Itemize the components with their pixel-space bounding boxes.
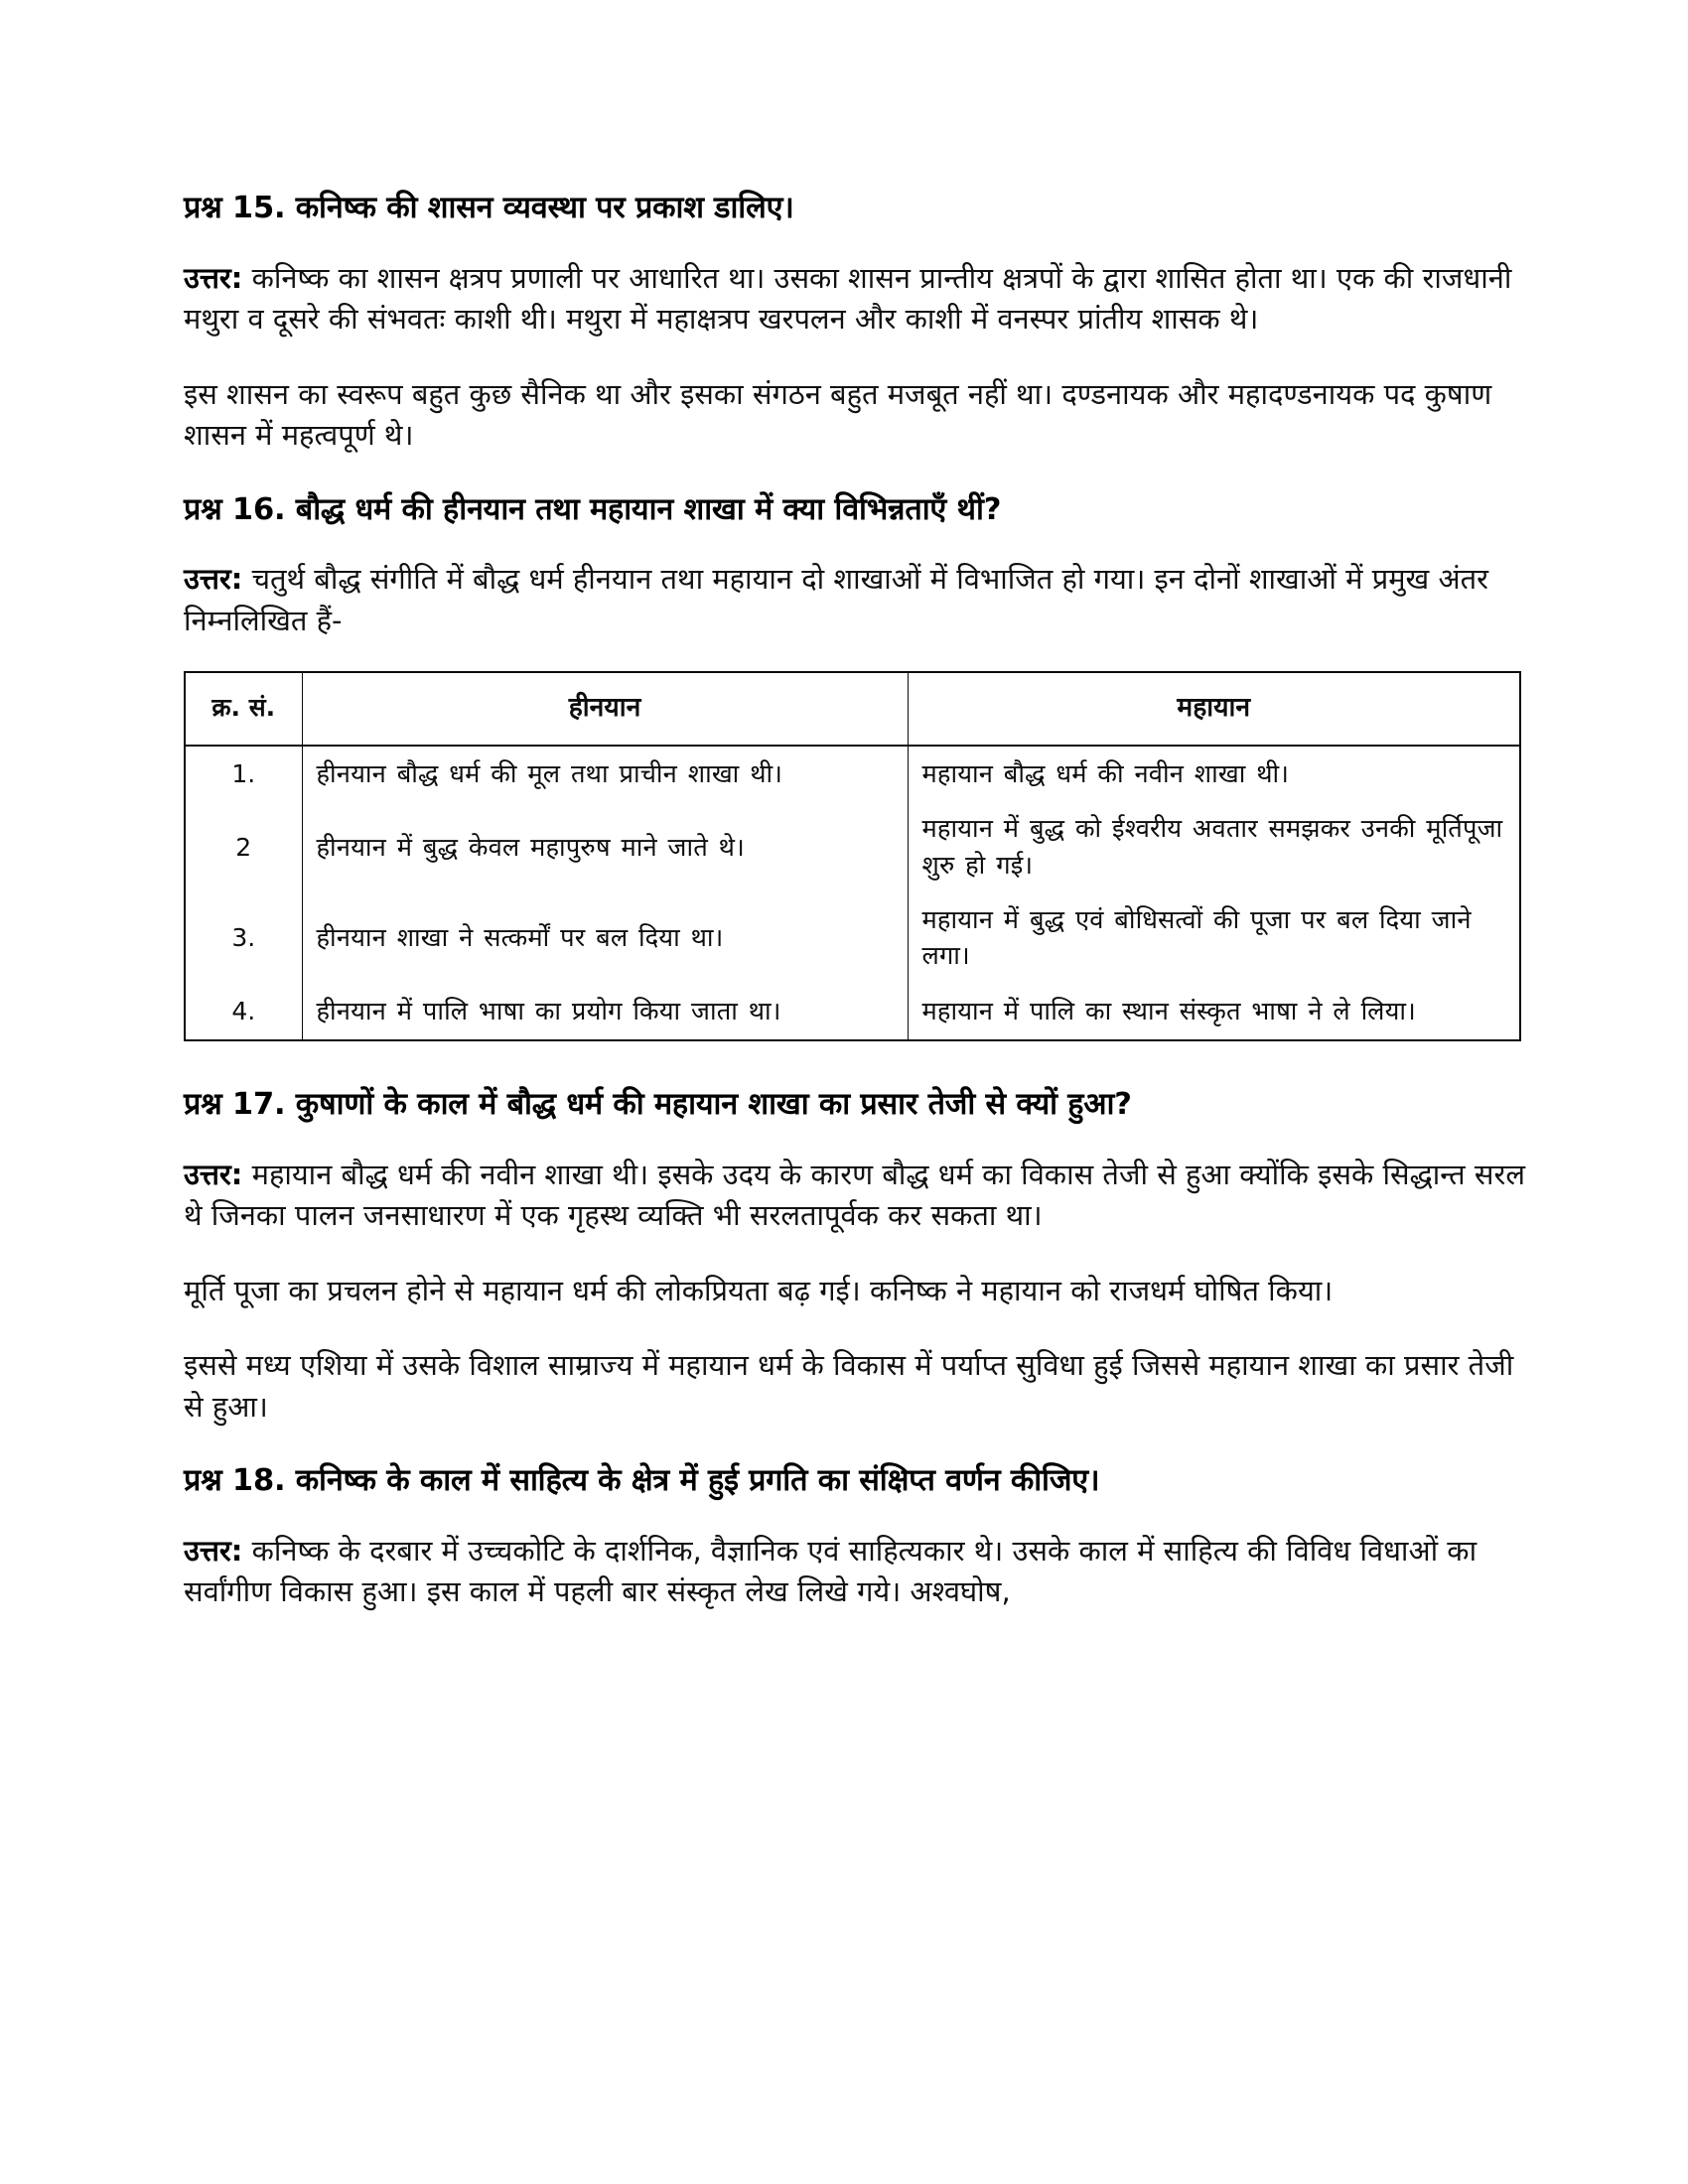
- table-row: [185, 746, 1520, 802]
- answer-paragraph-17-1: [184, 1155, 1539, 1237]
- question-heading-15: प्रश्न 15. कनिष्क की शासन व्यवस्था पर प्रकाश डालिए।: [184, 191, 794, 225]
- answer-text-17-1: महायान बौद्ध धर्म की नवीन शाखा थी। इसके उदय के कारण बौद्ध धर्म का विकास तेजी से हुआ क्योंकि इसके सिद्धान्त सरल थे जिनका पालन जनसाधारण में एक गृहस्थ व्यक्ति भी सरलतापूर्वक कर सकता था।: [184, 1157, 1526, 1233]
- cell-mahayana: महायान में पालि का स्थान संस्कृत भाषा ने ले लिया।: [908, 984, 1520, 1040]
- comparison-table-wrapper: [184, 671, 1539, 1041]
- answer-label-17: उत्तर:: [184, 1157, 243, 1191]
- cell-serial: 2: [185, 802, 302, 892]
- table-body: [185, 746, 1520, 1040]
- column-header-hinayana: हीनयान: [302, 672, 908, 746]
- question-heading-16: प्रश्न 16. बौद्ध धर्म की हीनयान तथा महायान शाखा में क्या विभिन्नताएँ थीं?: [184, 491, 1002, 527]
- column-header-serial: क्र. सं.: [185, 672, 302, 746]
- question-heading-17: प्रश्न 17. कुषाणों के काल में बौद्ध धर्म की महायान शाखा का प्रसार तेजी से क्यों हुआ?: [184, 1087, 1132, 1123]
- table-header-row: [185, 672, 1520, 746]
- cell-hinayana: हीनयान बौद्ध धर्म की मूल तथा प्राचीन शाखा थी।: [302, 746, 908, 802]
- answer-paragraph-17-3: इससे मध्य एशिया में उसके विशाल साम्राज्य में महायान धर्म के विकास में पर्याप्त सुविधा हुई जिससे महायान शाखा का प्रसार तेजी से हुआ।: [184, 1348, 1514, 1424]
- table-row: [185, 984, 1520, 1040]
- answer-text-15-1: कनिष्क का शासन क्षत्रप प्रणाली पर आधारित था। उसका शासन प्रान्तीय क्षत्रपों के द्वारा शासित होता था। एक की राजधानी मथुरा व दूसरे की संभवतः काशी थी। मथुरा में महाक्षत्रप खरपलन और काशी में वनस्पर प्रांतीय शासक थे।: [184, 260, 1512, 337]
- question-heading-18: प्रश्न 18. कनिष्क के काल में साहित्य के क्षेत्र में हुई प्रगति का संक्षिप्त वर्णन कीजिए।: [184, 1463, 1100, 1499]
- column-header-mahayana: महायान: [908, 672, 1520, 746]
- answer-paragraph-15-2: इस शासन का स्वरूप बहुत कुछ सैनिक था और इसका संगठन बहुत मजबूत नहीं था। दण्डनायक और महादण्डनायक पद कुषाण शासन में महत्वपूर्ण थे।: [184, 376, 1492, 453]
- cell-hinayana: हीनयान में पालि भाषा का प्रयोग किया जाता था।: [302, 984, 908, 1040]
- cell-hinayana: हीनयान में बुद्ध केवल महापुरुष माने जाते थे।: [302, 802, 908, 892]
- answer-text-16-1: चतुर्थ बौद्ध संगीति में बौद्ध धर्म हीनयान तथा महायान दो शाखाओं में विभाजित हो गया। इन दोनों शाखाओं में प्रमुख अंतर निम्नलिखित हैं-: [184, 562, 1489, 637]
- cell-mahayana: महायान में बुद्ध को ईश्वरीय अवतार समझकर उनकी मूर्तिपूजा शुरु हो गई।: [908, 802, 1520, 892]
- answer-label-15: उत्तर:: [184, 260, 243, 295]
- answer-paragraph-16-1: [184, 559, 1539, 641]
- cell-serial: 3.: [185, 893, 302, 984]
- answer-paragraph-15-1: [184, 258, 1539, 341]
- answer-label-16: उत्तर:: [184, 562, 243, 597]
- answer-paragraph-17-2: मूर्ति पूजा का प्रचलन होने से महायान धर्म की लोकप्रियता बढ़ गई। कनिष्क ने महायान को राजधर्म घोषित किया।: [184, 1273, 1334, 1307]
- hinayana-mahayana-table: [184, 671, 1521, 1041]
- cell-mahayana: महायान बौद्ध धर्म की नवीन शाखा थी।: [908, 746, 1520, 802]
- cell-serial: 4.: [185, 984, 302, 1040]
- answer-paragraph-18-1: [184, 1531, 1539, 1613]
- cell-mahayana: महायान में बुद्ध एवं बोधिसत्वों की पूजा पर बल दिया जाने लगा।: [908, 893, 1520, 984]
- answer-text-18-1: कनिष्क के दरबार में उच्चकोटि के दार्शनिक, वैज्ञानिक एवं साहित्यकार थे। उसके काल में साहित्य की विविध विधाओं का सर्वांगीण विकास हुआ। इस काल में पहली बार संस्कृत लेख लिखे गये। अश्वघोष,: [184, 1533, 1477, 1609]
- table-row: [185, 802, 1520, 892]
- cell-serial: 1.: [185, 746, 302, 802]
- answer-label-18: उत्तर:: [184, 1533, 243, 1568]
- table-row: [185, 893, 1520, 984]
- cell-hinayana: हीनयान शाखा ने सत्कर्मों पर बल दिया था।: [302, 893, 908, 984]
- table-head: [185, 672, 1520, 746]
